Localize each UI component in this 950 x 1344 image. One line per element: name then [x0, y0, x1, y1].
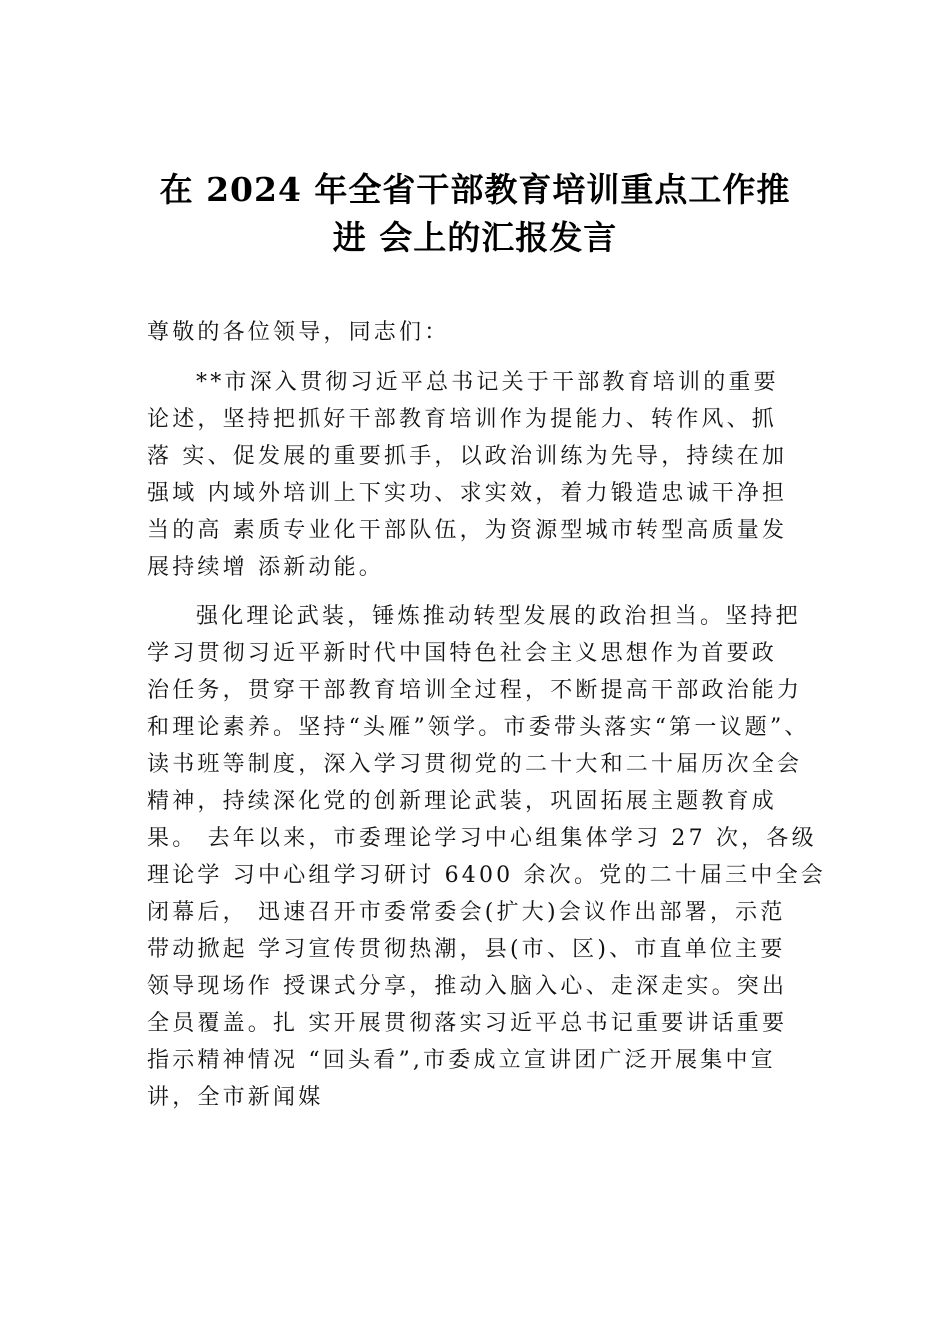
paragraph-2-line-1: 强化理论武装，锤炼推动转型发展的政治担当。坚持把 — [196, 604, 801, 629]
paragraph-2-line-9: 闭幕后， 迅速召开市委常委会(扩大)会议作出部署，示范 — [147, 900, 786, 925]
paragraph-2-line-5: 读书班等制度，深入学习贯彻党的二十大和二十届历次全会 — [147, 752, 803, 777]
paragraph-2-line-2: 学习贯彻习近平新时代中国特色社会主义思想作为首要政 — [147, 641, 778, 666]
paragraph-2-line-11: 领导现场作 授课式分享，推动入脑入心、走深走实。突出 — [147, 974, 788, 999]
paragraph-1-line-5: 当的高 素质专业化干部队伍，为资源型城市转型高质量发 — [147, 518, 788, 543]
paragraph-2-line-3: 治任务，贯穿干部教育培训全过程，不断提高干部政治能力 — [147, 678, 803, 703]
paragraph-2-line-7: 果。 去年以来，市委理论学习中心组集体学习 27 次，各级 — [147, 826, 817, 851]
paragraph-2-line-6: 精神，持续深化党的创新理论武装，巩固拓展主题教育成 — [147, 789, 778, 814]
paragraph-1-line-1: **市深入贯彻习近平总书记关于干部教育培训的重要 — [196, 370, 779, 395]
paragraph-2-line-8: 理论学 习中心组学习研讨 6400 余次。党的二十届三中全会 — [147, 863, 826, 888]
document-title-line-1: 在 2024 年全省干部教育培训重点工作推 — [159, 170, 791, 209]
paragraph-1-line-6: 展持续增 添新动能。 — [147, 555, 384, 580]
paragraph-1-line-4: 强域 内域外培训上下实功、求实效，着力锻造忠诚干净担 — [147, 481, 788, 506]
paragraph-2-line-10: 带动掀起 学习宣传贯彻热潮，县(市、区)、市直单位主要 — [147, 937, 786, 962]
paragraph-1-line-3: 落 实、促发展的重要抓手，以政治训练为先导，持续在加 — [147, 444, 788, 469]
salutation: 尊敬的各位领导，同志们： — [147, 320, 450, 345]
paragraph-2-line-4: 和理论素养。坚持“头雁”领学。市委带头落实“第一议题”、 — [147, 715, 810, 740]
document-title-line-2: 进 会上的汇报发言 — [332, 218, 618, 257]
paragraph-2-line-12: 全员覆盖。扎 实开展贯彻落实习近平总书记重要讲话重要 — [147, 1011, 788, 1036]
paragraph-2-line-14: 讲，全市新闻媒 — [147, 1085, 324, 1110]
paragraph-1-line-2: 论述，坚持把抓好干部教育培训作为提能力、转作风、抓 — [147, 407, 778, 432]
paragraph-2-line-13: 指示精神情况 “回头看”,市委成立宣讲团广泛开展集中宣 — [147, 1048, 776, 1073]
